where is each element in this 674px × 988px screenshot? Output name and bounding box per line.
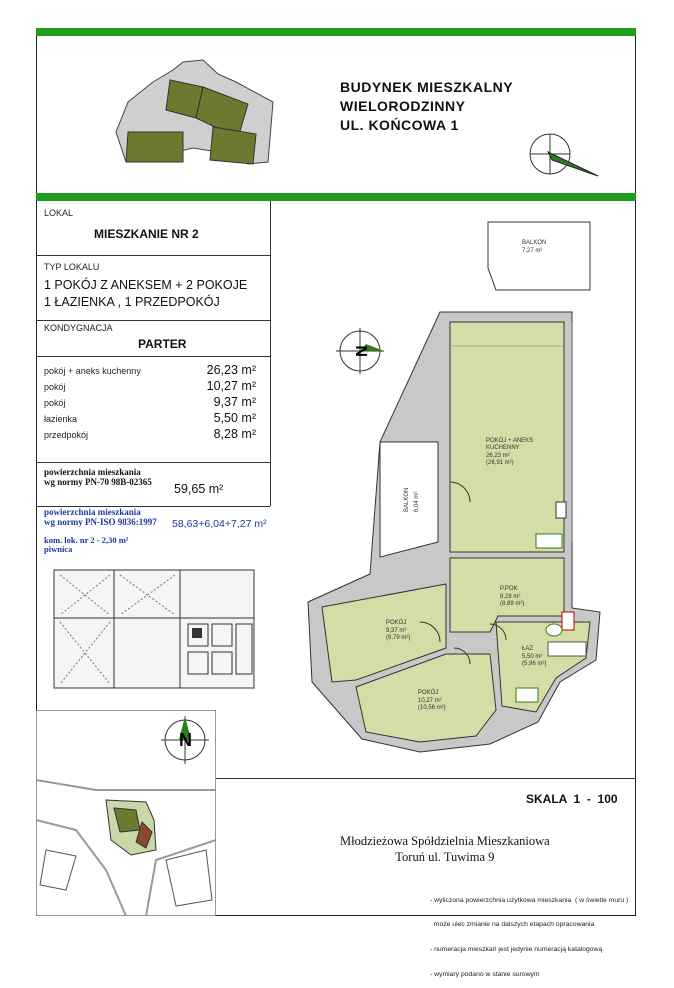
room-name: pokój bbox=[44, 382, 66, 392]
bath-area: 5,50 m² bbox=[522, 654, 543, 660]
room2-label: POKÓJ bbox=[418, 690, 439, 696]
balcony-left-area: 6,04 m² bbox=[414, 491, 420, 512]
panel-divider bbox=[270, 201, 271, 506]
lokal-label: LOKAL bbox=[44, 208, 74, 218]
sep-kond bbox=[36, 356, 270, 357]
sep-footer bbox=[216, 778, 636, 779]
keyplan-unit-d bbox=[210, 127, 256, 164]
komorka-line-1: kom. lok. nr 2 - 2,30 m² bbox=[44, 535, 129, 545]
sep-lokal bbox=[36, 255, 270, 256]
note-2: może ulec zmianie na dalszych etapach opracowania bbox=[430, 921, 595, 929]
north-arrow-header-icon bbox=[528, 130, 604, 180]
balcony-top-area: 7,27 m² bbox=[522, 248, 543, 254]
top-green-bar bbox=[36, 28, 636, 36]
living-area: 26,23 m² bbox=[486, 453, 510, 459]
room-row bbox=[44, 427, 256, 443]
room-area: 8,28 m² bbox=[213, 427, 256, 441]
room-area: 26,23 m² bbox=[206, 363, 256, 377]
typ-label: TYP LOKALU bbox=[44, 262, 100, 272]
room-area: 9,37 m² bbox=[213, 395, 256, 409]
room-row bbox=[44, 411, 256, 427]
room2-area-2: (10,56 m²) bbox=[418, 705, 446, 711]
kondygnacja-value: PARTER bbox=[138, 337, 187, 351]
room-row bbox=[44, 379, 256, 395]
title-line-2: WIELORODZINNY bbox=[340, 98, 466, 114]
coop-line-1: Młodzieżowa Spółdzielnia Mieszkaniowa bbox=[340, 834, 550, 848]
room-name: przedpokój bbox=[44, 430, 89, 440]
bath-label: ŁAZ bbox=[522, 646, 534, 652]
note-1: - wyliczona powierzchnia użytkowa mieszkania ( w świetle muru ) bbox=[430, 896, 629, 904]
sep-rooms bbox=[36, 462, 270, 463]
note-4: - wymiary podano w stanie surowym bbox=[430, 971, 540, 979]
title-line-1: BUDYNEK MIESZKALNY bbox=[340, 79, 514, 95]
room-name: łazienka bbox=[44, 414, 78, 424]
floor-plan bbox=[300, 212, 620, 782]
room1-area-2: (9,79 m²) bbox=[386, 635, 411, 641]
north-arrow-plan-icon bbox=[334, 326, 388, 376]
typ-line-2: 1 ŁAZIENKA , 1 PRZEDPOKÓJ bbox=[44, 295, 220, 309]
coop-line-2: Toruń ul. Tuwima 9 bbox=[395, 850, 495, 864]
balcony-top bbox=[488, 222, 590, 290]
pniso-label bbox=[44, 507, 157, 527]
cooperative-info bbox=[340, 833, 550, 865]
kondygnacja-label: KONDYGNACJA bbox=[44, 323, 113, 333]
pniso-value: 58,63+6,04+7,27 m² bbox=[172, 518, 267, 530]
balcony-top-label: BALKON bbox=[522, 240, 547, 246]
room-name: pokój bbox=[44, 398, 66, 408]
room-row bbox=[44, 363, 256, 379]
pn70-label-line-1: powierzchnia mieszkania bbox=[44, 467, 141, 477]
header-green-bar bbox=[36, 193, 636, 201]
sep-typ bbox=[36, 320, 270, 321]
building-title bbox=[340, 78, 513, 135]
living-label: POKÓJ + ANEKS bbox=[486, 438, 534, 444]
room-area: 10,27 m² bbox=[206, 379, 256, 393]
footnotes bbox=[430, 880, 628, 988]
note-3: - numeracja mieszkań jest jedynie numeracją katalogową bbox=[430, 946, 603, 954]
living-area-2: (26,91 m²) bbox=[486, 460, 514, 466]
basement-plan bbox=[40, 560, 272, 700]
pn70-label-line-2: wg normy PN-70 98B-02365 bbox=[44, 477, 152, 487]
balcony-left-label: BALKON bbox=[404, 487, 410, 512]
pn70-value: 59,65 m² bbox=[174, 482, 224, 496]
room-areas-list bbox=[44, 363, 256, 443]
living-label-2: KUCHENNY bbox=[486, 445, 520, 451]
title-line-3: UL. KOŃCOWA 1 bbox=[340, 117, 459, 133]
komorka-label bbox=[44, 536, 128, 554]
lokal-value: MIESZKANIE NR 2 bbox=[94, 227, 199, 241]
typ-line-1: 1 POKÓJ Z ANEKSEM + 2 POKOJE bbox=[44, 278, 248, 292]
room-row bbox=[44, 395, 256, 411]
plan-north-letter: N bbox=[354, 345, 371, 357]
pn70-label bbox=[44, 467, 152, 487]
komorka-line-2: piwnica bbox=[44, 544, 73, 554]
room-area: 5,50 m² bbox=[213, 411, 256, 425]
pniso-label-line-1: powierzchnia mieszkania bbox=[44, 507, 141, 517]
room-name: pokój + aneks kuchenny bbox=[44, 366, 141, 376]
room2-area: 10,27 m² bbox=[418, 698, 442, 704]
typ-value bbox=[44, 277, 247, 311]
room1-area: 9,37 m² bbox=[386, 628, 407, 634]
keyplan-unit-c bbox=[126, 132, 183, 162]
building-keyplan bbox=[108, 52, 288, 177]
site-map-north-letter: N bbox=[179, 730, 192, 750]
site-map bbox=[36, 710, 216, 916]
living-room bbox=[450, 322, 564, 552]
scale-label: SKALA 1 - 100 bbox=[526, 792, 618, 806]
hall-area: 8,28 m² bbox=[500, 594, 521, 600]
room1-label: POKÓJ bbox=[386, 620, 407, 626]
hall-label: P.POK bbox=[500, 586, 518, 592]
hall-area-2: (8,89 m²) bbox=[500, 601, 525, 607]
bath-area-2: (5,96 m²) bbox=[522, 661, 547, 667]
pniso-label-line-2: wg normy PN-ISO 9836:1997 bbox=[44, 517, 157, 527]
